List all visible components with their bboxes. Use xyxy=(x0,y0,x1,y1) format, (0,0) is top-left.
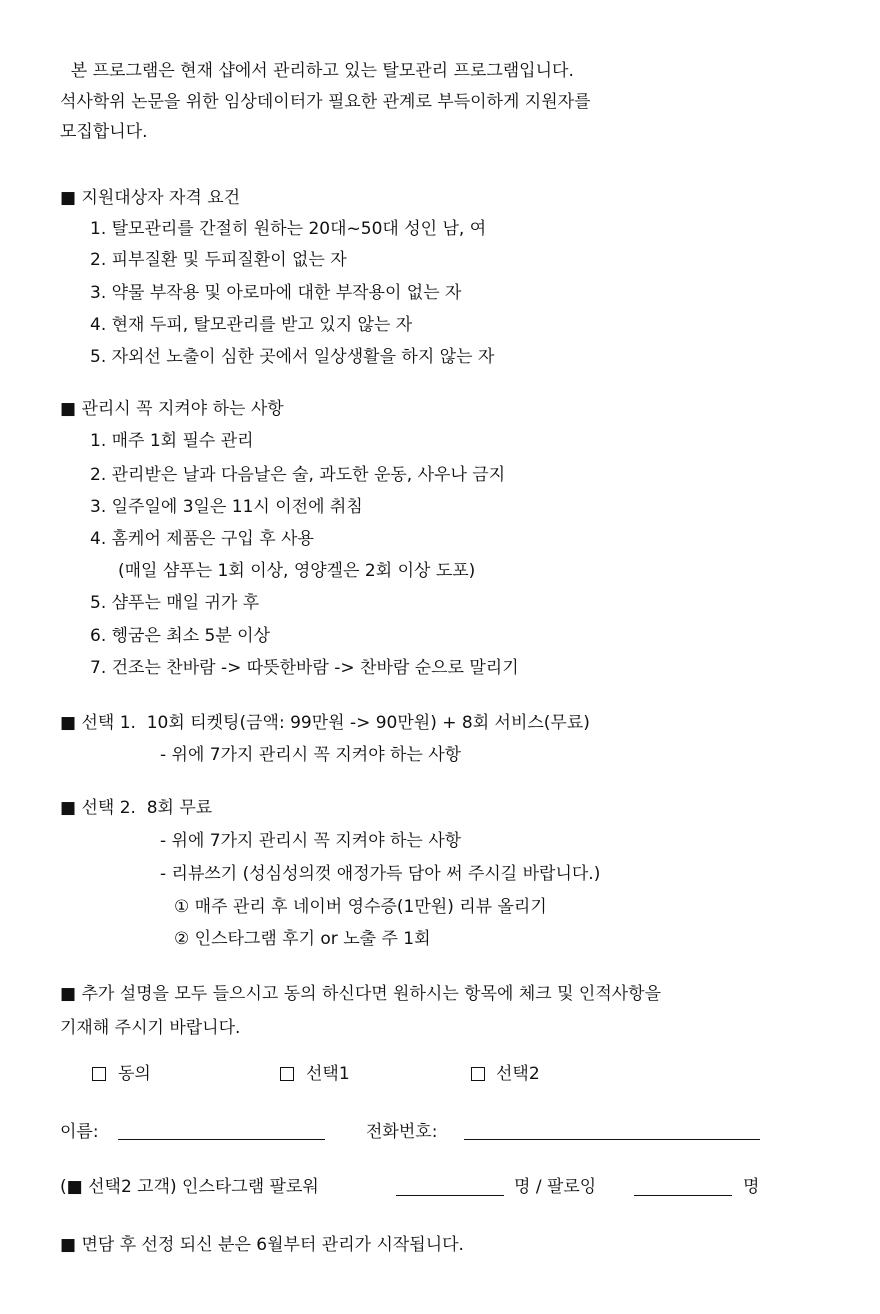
following-unit: 명 xyxy=(743,1177,760,1197)
checkbox-option2-box[interactable] xyxy=(471,1067,485,1081)
instagram-label: (■ 선택2 고객) 인스타그램 팔로워 xyxy=(60,1177,319,1197)
option2-detail-4: ② 인스타그램 후기 or 노출 주 1회 xyxy=(174,929,431,949)
following-input-line[interactable] xyxy=(634,1195,732,1196)
eligibility-item-1: 1. 탈모관리를 간절히 원하는 20대~50대 성인 남, 여 xyxy=(90,219,487,239)
rules-title: ■ 관리시 꼭 지켜야 하는 사항 xyxy=(60,399,284,419)
consent-line-2: 기재해 주시기 바랍니다. xyxy=(60,1018,241,1038)
name-label: 이름: xyxy=(60,1122,99,1142)
checkbox-agree-box[interactable] xyxy=(92,1067,106,1081)
option1-title: ■ 선택 1. 10회 티켓팅(금액: 99만원 -> 90만원) + 8회 서비스(무료) xyxy=(60,713,590,733)
name-input-line[interactable] xyxy=(118,1139,325,1140)
rules-item-4-note: (매일 샴푸는 1회 이상, 영양겔은 2회 이상 도포) xyxy=(118,561,476,581)
eligibility-item-4: 4. 현재 두피, 탈모관리를 받고 있지 않는 자 xyxy=(90,315,413,335)
eligibility-item-3: 3. 약물 부작용 및 아로마에 대한 부작용이 없는 자 xyxy=(90,283,462,303)
option2-detail-1: - 위에 7가지 관리시 꼭 지켜야 하는 사항 xyxy=(160,831,462,851)
follower-unit: 명 / 팔로잉 xyxy=(514,1177,597,1197)
rules-item-7: 7. 건조는 찬바람 -> 따뜻한바람 -> 찬바람 순으로 말리기 xyxy=(90,658,519,678)
eligibility-item-5: 5. 자외선 노출이 심한 곳에서 일상생활을 하지 않는 자 xyxy=(90,347,495,367)
footer-notice: ■ 면담 후 선정 되신 분은 6월부터 관리가 시작됩니다. xyxy=(60,1235,464,1255)
checkbox-option2-label: 선택2 xyxy=(496,1064,540,1084)
rules-item-3: 3. 일주일에 3일은 11시 이전에 취침 xyxy=(90,497,363,517)
intro-line-2: 석사학위 논문을 위한 임상데이터가 필요한 관계로 부득이하게 지원자를 xyxy=(60,92,591,112)
rules-item-6: 6. 헹굼은 최소 5분 이상 xyxy=(90,626,271,646)
option2-detail-2: - 리뷰쓰기 (성심성의껏 애정가득 담아 써 주시길 바랍니다.) xyxy=(160,864,601,884)
eligibility-title: ■ 지원대상자 자격 요건 xyxy=(60,188,241,208)
option2-title: ■ 선택 2. 8회 무료 xyxy=(60,798,213,818)
consent-line-1: ■ 추가 설명을 모두 들으시고 동의 하신다면 원하시는 항목에 체크 및 인적사항을 xyxy=(60,984,662,1004)
eligibility-item-2: 2. 피부질환 및 두피질환이 없는 자 xyxy=(90,250,347,270)
rules-item-2: 2. 관리받은 날과 다음날은 술, 과도한 운동, 사우나 금지 xyxy=(90,465,506,485)
rules-item-5: 5. 샴푸는 매일 귀가 후 xyxy=(90,593,260,613)
intro-line-3: 모집합니다. xyxy=(60,122,148,142)
checkbox-option1-box[interactable] xyxy=(280,1067,294,1081)
follower-input-line[interactable] xyxy=(396,1195,504,1196)
phone-input-line[interactable] xyxy=(464,1139,760,1140)
phone-label: 전화번호: xyxy=(366,1122,438,1142)
rules-item-4: 4. 홈케어 제품은 구입 후 사용 xyxy=(90,529,314,549)
option2-detail-3: ① 매주 관리 후 네이버 영수증(1만원) 리뷰 올리기 xyxy=(174,897,547,917)
rules-item-1: 1. 매주 1회 필수 관리 xyxy=(90,431,254,451)
option1-detail: - 위에 7가지 관리시 꼭 지켜야 하는 사항 xyxy=(160,745,462,765)
checkbox-agree-label: 동의 xyxy=(118,1064,151,1084)
checkbox-option1-label: 선택1 xyxy=(306,1064,350,1084)
intro-line-1: 본 프로그램은 현재 샵에서 관리하고 있는 탈모관리 프로그램입니다. xyxy=(60,61,574,81)
